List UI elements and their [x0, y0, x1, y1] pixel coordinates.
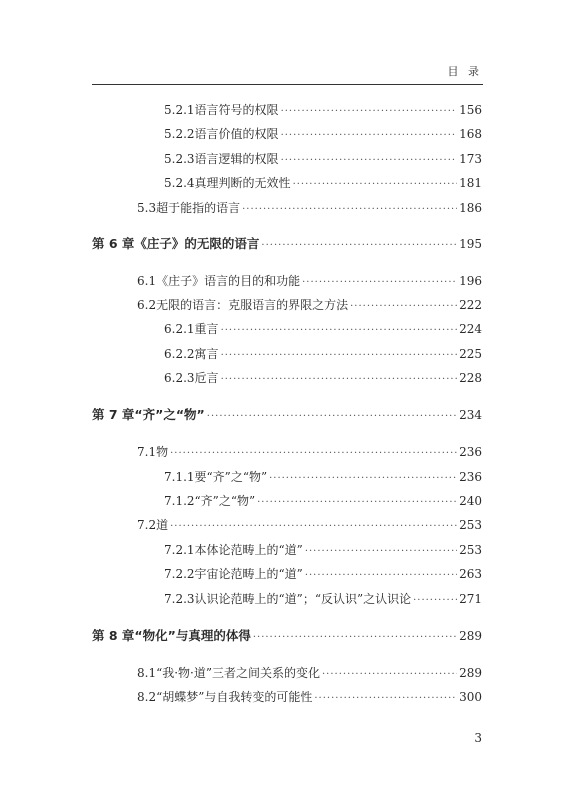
- page-number: 3: [474, 731, 482, 745]
- leader-dots: [221, 374, 458, 385]
- entry-title: 卮言: [194, 371, 219, 385]
- entry-title: 本体论范畴上的“道”: [194, 543, 303, 557]
- entry-title: 宇宙论范畴上的“道”: [194, 567, 303, 581]
- toc-entry[interactable]: [137, 199, 482, 217]
- entry-page: 195: [459, 237, 482, 251]
- chapter-number: 第 8 章: [92, 628, 135, 643]
- toc-entry[interactable]: [164, 492, 482, 510]
- toc-chapter[interactable]: [92, 405, 482, 423]
- entry-number: 8.1: [137, 666, 157, 680]
- leader-dots: [257, 497, 457, 508]
- entry-number: 7.1: [137, 445, 157, 459]
- leader-dots: [207, 411, 457, 422]
- entry-number: 6.2: [137, 298, 157, 312]
- toc-entry[interactable]: [164, 150, 482, 168]
- leader-dots: [170, 521, 457, 532]
- leader-dots: [293, 179, 458, 190]
- entry-number: 6.2.1: [164, 322, 195, 336]
- leader-dots: [170, 448, 457, 459]
- entry-title: 要“齐”之“物”: [194, 470, 268, 484]
- entry-page: 186: [459, 201, 482, 215]
- chapter-title: “齐”之“物”: [134, 407, 205, 422]
- entry-title: 《庄子》语言的目的和功能: [156, 274, 301, 288]
- entry-page: 263: [459, 567, 482, 581]
- entry-page: 173: [459, 152, 482, 166]
- leader-dots: [350, 301, 457, 312]
- toc-entry[interactable]: [137, 664, 482, 682]
- leader-dots: [221, 350, 458, 361]
- leader-dots: [221, 325, 458, 336]
- toc-chapter[interactable]: [92, 234, 482, 252]
- entry-title: 道: [156, 518, 169, 532]
- running-header: 目 录: [447, 65, 482, 78]
- entry-page: 236: [459, 445, 482, 459]
- entry-title: 认识论范畴上的“道”；“反认识”之认识论: [194, 592, 412, 606]
- leader-dots: [302, 277, 457, 288]
- entry-title: “我·物·道”三者之间关系的变化: [156, 666, 320, 680]
- entry-page: 222: [459, 298, 482, 312]
- toc-entry[interactable]: [137, 272, 482, 290]
- toc-entry[interactable]: [137, 296, 482, 314]
- header-rule: [92, 84, 483, 85]
- entry-title: “齐”之“物”: [194, 494, 256, 508]
- entry-page: 181: [459, 176, 482, 190]
- leader-dots: [322, 669, 457, 680]
- chapter-number: 第 7 章: [92, 407, 135, 422]
- entry-number: 8.2: [137, 690, 157, 704]
- toc-entry[interactable]: [164, 468, 482, 486]
- entry-page: 224: [459, 322, 482, 336]
- entry-title: 语言价值的权限: [194, 127, 279, 141]
- toc-entry[interactable]: [137, 688, 482, 706]
- entry-page: 236: [459, 470, 482, 484]
- entry-number: 5.2.3: [164, 152, 195, 166]
- entry-title: 无限的语言：克服语言的界限之方法: [156, 298, 349, 312]
- entry-number: 7.1.2: [164, 494, 195, 508]
- entry-number: 5.2.4: [164, 176, 195, 190]
- leader-dots: [305, 570, 457, 581]
- entry-number: 7.2: [137, 518, 157, 532]
- entry-number: 7.2.3: [164, 592, 195, 606]
- chapter-title: 《庄子》的无限的语言: [134, 236, 260, 251]
- entry-page: 289: [459, 629, 482, 643]
- leader-dots: [413, 595, 457, 606]
- entry-number: 7.1.1: [164, 470, 195, 484]
- chapter-title: “物化”与真理的体得: [134, 628, 251, 643]
- entry-page: 168: [459, 127, 482, 141]
- entry-title: 寓言: [194, 347, 219, 361]
- entry-page: 300: [459, 690, 482, 704]
- entry-page: 253: [459, 518, 482, 532]
- entry-page: 253: [459, 543, 482, 557]
- toc-entry[interactable]: [164, 590, 482, 608]
- leader-dots: [242, 204, 457, 215]
- toc-entry[interactable]: [164, 101, 482, 119]
- entry-number: 6.1: [137, 274, 157, 288]
- entry-page: 196: [459, 274, 482, 288]
- entry-number: 7.2.1: [164, 543, 195, 557]
- leader-dots: [253, 632, 457, 643]
- entry-title: 语言逻辑的权限: [194, 152, 279, 166]
- toc-entry[interactable]: [164, 565, 482, 583]
- entry-page: 156: [459, 103, 482, 117]
- chapter-number: 第 6 章: [92, 236, 135, 251]
- toc-entry[interactable]: [164, 174, 482, 192]
- leader-dots: [305, 546, 457, 557]
- entry-page: 228: [459, 371, 482, 385]
- leader-dots: [314, 693, 457, 704]
- entry-page: 240: [459, 494, 482, 508]
- entry-number: 7.2.2: [164, 567, 195, 581]
- entry-title: 真理判断的无效性: [194, 176, 291, 190]
- entry-page: 234: [459, 408, 482, 422]
- entry-number: 6.2.2: [164, 347, 195, 361]
- leader-dots: [281, 155, 458, 166]
- entry-title: 语言符号的权限: [194, 103, 279, 117]
- entry-title: “胡蝶梦”与自我转变的可能性: [156, 690, 313, 704]
- entry-number: 5.2.1: [164, 103, 195, 117]
- entry-title: 超于能指的语言: [156, 201, 241, 215]
- entry-page: 271: [459, 592, 482, 606]
- toc-chapter[interactable]: [92, 626, 482, 644]
- entry-title: 物: [156, 445, 169, 459]
- entry-page: 289: [459, 666, 482, 680]
- leader-dots: [281, 106, 458, 117]
- toc-entry[interactable]: [164, 345, 482, 363]
- entry-title: 重言: [194, 322, 219, 336]
- entry-number: 5.2.2: [164, 127, 195, 141]
- toc-entry[interactable]: [164, 125, 482, 143]
- toc-entry[interactable]: [137, 516, 482, 534]
- toc-entry[interactable]: [137, 443, 482, 461]
- entry-page: 225: [459, 347, 482, 361]
- entry-number: 5.3: [137, 201, 157, 215]
- toc-entry[interactable]: [164, 369, 482, 387]
- leader-dots: [269, 473, 457, 484]
- leader-dots: [261, 240, 457, 251]
- toc-entry[interactable]: [164, 320, 482, 338]
- entry-number: 6.2.3: [164, 371, 195, 385]
- toc-entry[interactable]: [164, 541, 482, 559]
- leader-dots: [281, 130, 458, 141]
